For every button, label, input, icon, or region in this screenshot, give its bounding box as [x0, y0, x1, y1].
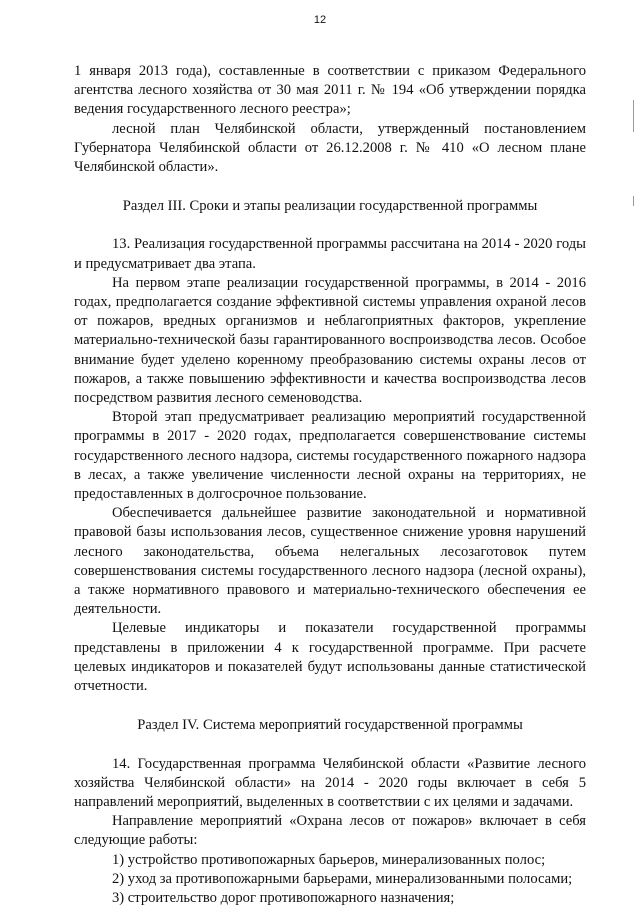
paragraph: 1 января 2013 года), составленные в соответствии с приказом Федерального агентства лесного хозяйства от 30 мая 2011 г. № 194 «Об утверждении порядка ведения государственного лесного реестра»; [74, 63, 586, 118]
paragraph: На первом этапе реализации государственной программы, в 2014 - 2016 годах, предполагается создание эффективной системы управления охраной лесов от пожаров, вредных организмов и неблагоприятных факторов, укрепление материально-технической базы гарантированного воспроизводства лесов. Особое внимание будет уделено коренному преобразованию системы охраны лесов от пожаров, а также повышению эффективности и качества воспроизводства лесов посредством развития лесного семеноводства. [74, 274, 586, 407]
paragraph: Обеспечивается дальнейшее развитие законодательной и нормативной правовой базы использования лесов, существенное снижение уровня нарушений лесного законодательства, объема нелегальных лесозаготовок путем совершенствования системы государственного лесного надзора (лесной охраны), а также нормативного правового и материально-технического обеспечения ее деятельности. [74, 505, 586, 618]
list-item: 3) строительство дорог противопожарного назначения; [112, 889, 455, 906]
paragraph: Второй этап предусматривает реализацию мероприятий государственной программы в 2017 - 2020 годах, предполагается совершенствование системы государственного лесного надзора, системы государственного пожарного надзора в лесах, а также увеличение численности лесной охраны на территориях, не предоставленных в долгосрочное пользование. [74, 409, 586, 503]
document-body [74, 62, 586, 908]
paragraph: Целевые индикаторы и показатели государственной программы представлены в приложении 4 к государственной программе. При расчете целевых индикаторов и показателей будут использованы данные статистической отчетности. [74, 620, 586, 695]
scan-edge-mark [633, 196, 634, 206]
paragraph: 13. Реализация государственной программы рассчитана на 2014 - 2020 годы и предусматривает два этапа. [74, 236, 586, 272]
list-item: 2) уход за противопожарными барьерами, минерализованными полосами; [112, 870, 573, 887]
paragraph: 14. Государственная программа Челябинской области «Развитие лесного хозяйства Челябинской области» на 2014 - 2020 годы включает в себя 5 направлений мероприятий, выделенных в соответствии с их целями и задачами. [74, 755, 586, 810]
paragraph: лесной план Челябинской области, утвержденный постановлением Губернатора Челябинской области от 26.12.2008 г. № 410 «О лесном плане Челябинской области». [74, 120, 586, 176]
section-heading-3: Раздел III. Сроки и этапы реализации государственной программы [122, 198, 538, 215]
scan-edge-mark [633, 100, 634, 132]
page-number: 12 [313, 14, 327, 26]
section-heading-4: Раздел IV. Система мероприятий государственной программы [137, 717, 523, 734]
paragraph: Направление мероприятий «Охрана лесов от пожаров» включает в себя следующие работы: [74, 813, 586, 849]
list-item: 1) устройство противопожарных барьеров, минерализованных полос; [112, 851, 546, 868]
